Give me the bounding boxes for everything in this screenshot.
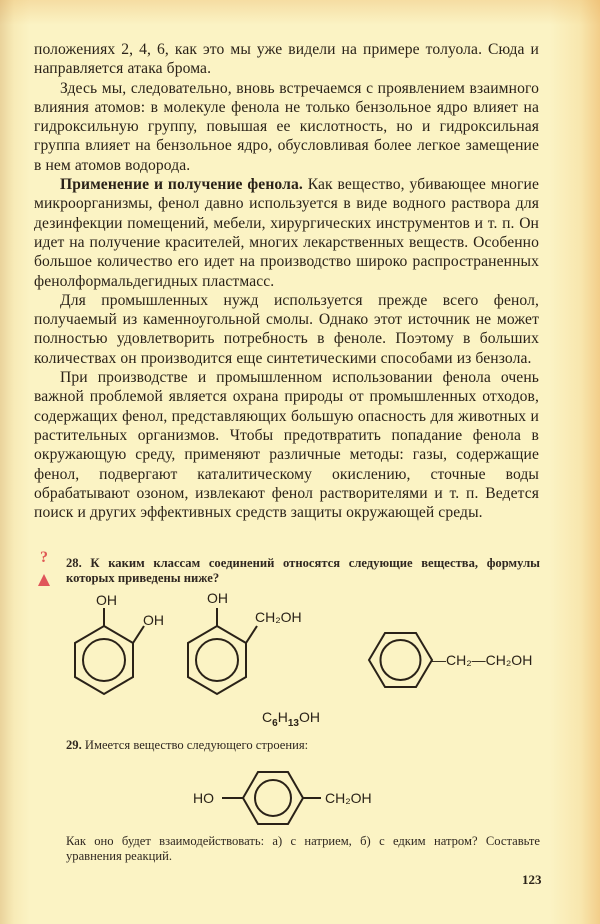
structure-catechol xyxy=(75,608,144,694)
structure-salicyl-alcohol xyxy=(188,608,257,694)
exercise-29-number: 29. xyxy=(66,738,82,752)
exercise-29 xyxy=(66,738,540,753)
structure-phenylethanol xyxy=(369,633,432,687)
exercise-29-structure xyxy=(190,765,390,831)
formula-hexanol xyxy=(262,709,320,729)
red-triangle-icon xyxy=(38,574,50,586)
paragraph-3 xyxy=(34,175,539,291)
question-mark-icon: ? xyxy=(40,549,48,566)
structure-hydroxybenzyl-alcohol xyxy=(222,772,321,824)
ch2oh-label: CH₂OH xyxy=(325,790,372,806)
paragraph-5: При производстве и промышленном использовании фенола очень важной проблемой является охрана природы от промышленных отходов, содержащих фенол, представляющих большую опасность для животных и растительных организмов. Чтобы предотвратить попадание фенола в окружающую среду, применяют различные методы: газы, содержащие фенол, подвергают каталитическому окислению, сточные воды обрабатывают озоном, извлекают фенол растворителями и т. п. Ведется поиск и других эффективных средств защиты окружающей среды. xyxy=(34,369,539,522)
exercise-28-text: К каким классам соединений относятся следующие вещества, формулы которых приведены ниже? xyxy=(66,556,540,585)
formula-c-sub: 6 xyxy=(272,717,278,729)
paragraph-2: Здесь мы, следовательно, вновь встречаемся с проявлением взаимного влияния атомов: в молекуле фенола не только бензольное ядро влияет на гидроксильную группу, повышая ее кислотность, но и гидроксильная группа влияет на бензольное ядро, обусловливая более легкое замещение в нем атомов водорода. xyxy=(34,79,539,174)
exercise-28 xyxy=(66,556,540,586)
exercise-28-number: 28. xyxy=(66,556,82,570)
ho-label: HO xyxy=(193,790,214,806)
exercise-29-question: Как оно будет взаимодействовать: а) с натрием, б) с едким натром? Составьте уравнения реакций. xyxy=(66,834,540,863)
section-heading: Применение и получение фенола. xyxy=(60,176,303,194)
formula-oh: OH xyxy=(298,709,320,725)
body-text xyxy=(34,40,539,522)
formula-h: H xyxy=(277,709,288,725)
formula-h-sub: 13 xyxy=(287,717,299,729)
paragraph-1: положениях 2, 4, 6, как это мы уже видели на примере толуола. Сюда и направляется атака брома. xyxy=(34,41,539,78)
phenylethanol-chain: —CH₂—CH₂OH xyxy=(432,652,533,668)
formula-c: C xyxy=(262,709,273,725)
catechol-oh-1: OH xyxy=(96,592,117,608)
salicyl-ch2oh: CH₂OH xyxy=(255,609,302,625)
exercise-29-text: Имеется вещество следующего строения: xyxy=(84,738,309,752)
page-number: 123 xyxy=(522,872,542,887)
catechol-oh-2: OH xyxy=(143,612,164,628)
salicyl-oh: OH xyxy=(207,590,228,606)
paragraph-3-text: Как вещество, убивающее многие микроорганизмы, фенол давно используется в виде водного раствора для дезинфекции помещений, мебели, хирургических инструментов и т. п. Он идет на получение красителей, многих лекарственных веществ. Особенно большое количество его идет на производство широко распространенных фенолформальдегидных пластмасс. xyxy=(34,176,539,290)
paragraph-4: Для промышленных нужд используется прежде всего фенол, получаемый из каменноугольной смолы. Однако этот источник не может полностью удовлетворить потребность в феноле. Поэтому в больших количествах он производится еще синтетическими способами из бензола. xyxy=(34,291,539,367)
margin-icons xyxy=(34,550,54,586)
